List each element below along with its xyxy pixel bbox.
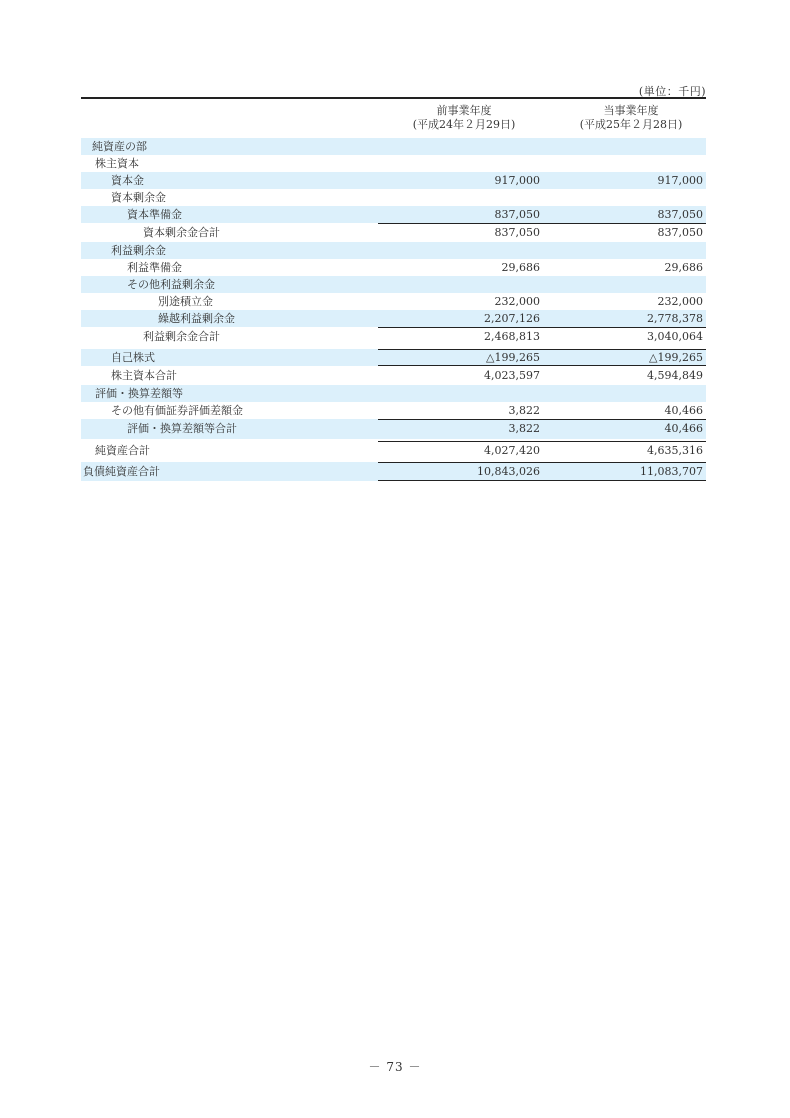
row-label: その他有価証券評価差額金 [111,404,243,417]
table-row [81,155,706,172]
unit-label: (単位：千円) [638,85,706,98]
current-year-value: 837,050 [657,208,703,221]
prior-year-value: 29,686 [501,261,540,274]
row-label: 資本準備金 [127,208,182,221]
table-row [81,223,706,242]
row-label: 利益剰余金 [111,244,166,257]
current-year-value: 4,635,316 [647,444,703,457]
prior-year-value: 2,468,813 [484,330,540,343]
prior-year-value: 917,000 [494,174,540,187]
prior-year-value: 3,822 [508,422,540,435]
row-label: 自己株式 [111,351,155,364]
table-row [81,259,706,276]
prior-year-value: 3,822 [508,404,540,417]
table-row [81,276,706,293]
table-row [81,206,706,223]
table-row [81,402,706,419]
table-row [81,462,706,481]
prior-year-value: 4,027,420 [484,444,540,457]
balance-sheet-table [81,138,706,481]
prior-year-value: 4,023,597 [484,369,540,382]
table-row [81,138,706,155]
table-row [81,189,706,206]
row-label: 負債純資産合計 [83,465,160,478]
row-label: 評価・換算差額等 [95,387,183,400]
column-header-current-year-date: (平成25年２月28日) [579,118,683,131]
current-year-value: 40,466 [664,422,703,435]
row-label: 資本金 [111,174,144,187]
current-year-value: 232,000 [657,295,703,308]
row-label: 純資産合計 [95,444,150,457]
table-row [81,441,706,460]
column-header-prior-year [389,104,539,132]
table-row [81,419,706,439]
row-label: その他利益剰余金 [127,278,215,291]
prior-year-value: △199,265 [486,351,540,364]
column-header-current-year [556,104,706,132]
prior-year-value: 10,843,026 [477,465,540,478]
current-year-value: 2,778,378 [647,312,703,325]
table-row [81,310,706,327]
table-row [81,349,706,366]
prior-year-value: 837,050 [494,226,540,239]
row-label: 別途積立金 [158,295,213,308]
current-year-value: △199,265 [649,351,703,364]
row-label: 株主資本合計 [111,369,177,382]
current-year-value: 917,000 [657,174,703,187]
page-number: － 73 － [368,1060,422,1074]
row-label: 純資産の部 [92,140,147,153]
prior-year-value: 837,050 [494,208,540,221]
row-label: 株主資本 [95,157,139,170]
row-label: 利益剰余金合計 [143,330,220,343]
current-year-value: 11,083,707 [640,465,703,478]
table-row [81,172,706,189]
row-label: 利益準備金 [127,261,182,274]
current-year-value: 40,466 [664,404,703,417]
current-year-value: 837,050 [657,226,703,239]
column-header-prior-year-title: 前事業年度 [436,104,492,117]
prior-year-value: 2,207,126 [484,312,540,325]
header-rule [81,97,706,99]
current-year-value: 29,686 [664,261,703,274]
row-label: 資本剰余金 [111,191,166,204]
row-label: 資本剰余金合計 [143,226,220,239]
table-row [81,327,706,347]
row-label: 評価・換算差額等合計 [127,422,237,435]
column-header-prior-year-date: (平成24年２月29日) [412,118,516,131]
table-row [81,366,706,385]
table-row [81,385,706,402]
table-row [81,242,706,259]
column-header-current-year-title: 当事業年度 [603,104,659,117]
table-row [81,293,706,310]
prior-year-value: 232,000 [494,295,540,308]
current-year-value: 3,040,064 [647,330,703,343]
current-year-value: 4,594,849 [647,369,703,382]
row-label: 繰越利益剰余金 [158,312,235,325]
